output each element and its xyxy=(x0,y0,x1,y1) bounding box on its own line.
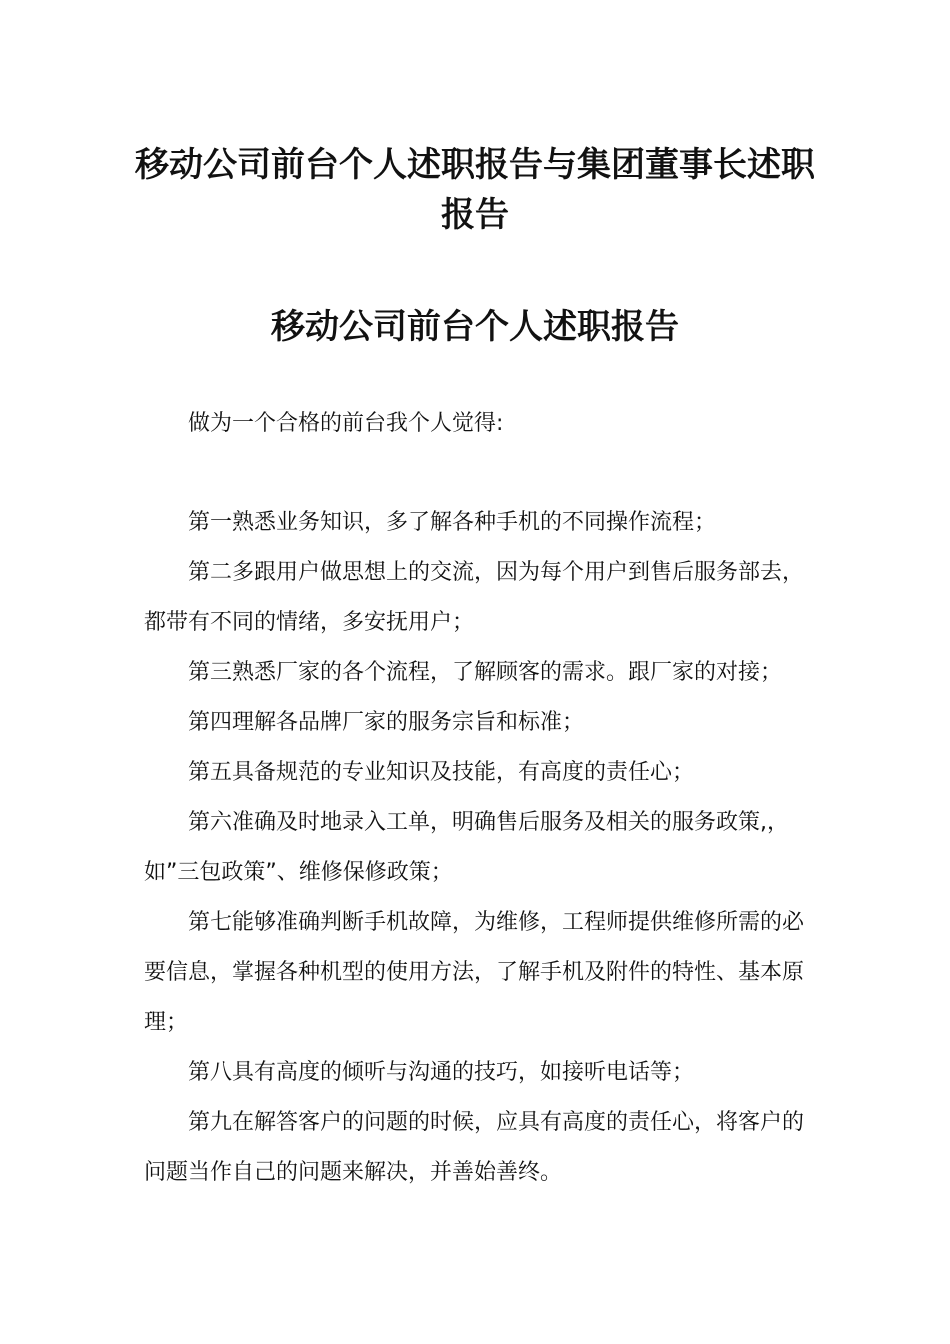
paragraph: 第二多跟用户做思想上的交流，因为每个用户到售后服务部去，都带有不同的情绪，多安抚用户； xyxy=(144,560,805,635)
paragraph-list xyxy=(144,498,812,1198)
paragraph: 第九在解答客户的问题的时候，应具有高度的责任心，将客户的问题当作自己的问题来解决，并善始善终。 xyxy=(144,1110,805,1185)
paragraph: 第七能够准确判断手机故障，为维修，工程师提供维修所需的必要信息，掌握各种机型的使用方法，了解手机及附件的特性、基本原理； xyxy=(144,910,805,1035)
document-title: 移动公司前台个人述职报告与集团董事长述职报告 xyxy=(135,145,815,235)
section-title: 移动公司前台个人述职报告 xyxy=(271,307,679,347)
paragraph: 第三熟悉厂家的各个流程，了解顾客的需求。跟厂家的对接； xyxy=(188,660,783,685)
intro-paragraph: 做为一个合格的前台我个人觉得: xyxy=(188,411,504,436)
paragraph: 第八具有高度的倾听与沟通的技巧，如接听电话等； xyxy=(188,1060,695,1085)
paragraph: 第四理解各品牌厂家的服务宗旨和标准； xyxy=(188,710,585,735)
paragraph: 第五具备规范的专业知识及技能，有高度的责任心； xyxy=(188,760,695,785)
paragraph: 第六准确及时地录入工单，明确售后服务及相关的服务政策,，如”三包政策”、维修保修政策； xyxy=(144,810,789,885)
paragraph: 第一熟悉业务知识，多了解各种手机的不同操作流程； xyxy=(188,510,717,535)
